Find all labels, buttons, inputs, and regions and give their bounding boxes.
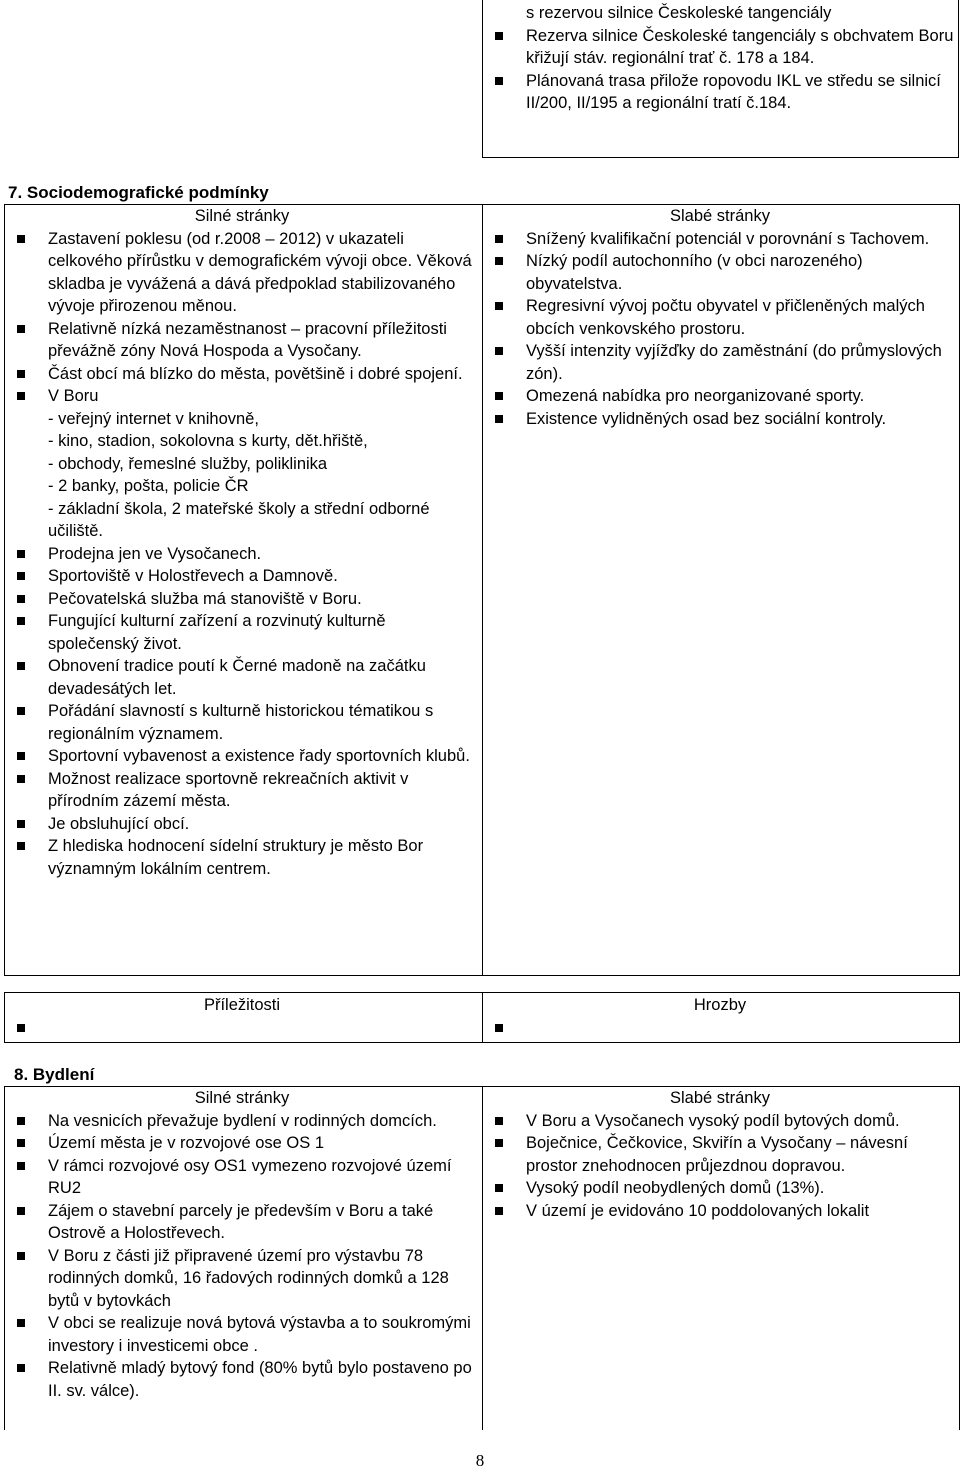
section-7-weaknesses-list [486,228,954,431]
list-item: Z hlediska hodnocení sídelní struktury je město Bor významným lokálním centrem. [8,835,476,880]
list-item: Omezená nabídka pro neorganizované sporty. [486,385,954,408]
list-item: Vysoký podíl neobydlených domů (13%). [486,1177,954,1200]
list-item: Plánovaná trasa přiložе ropovodu IKL ve středu se silnicí II/200, II/195 a regionální tratí č.184. [486,70,956,115]
list-item: V rámci rozvojové osy OS1 vymezeno rozvojové území RU2 [8,1155,476,1200]
list-item: Zastavení poklesu (od r.2008 – 2012) v ukazateli celkového přírůstku v demografickém vývoji obce. Věková skladba je vyvážená a dává předpoklad stabilizovaného vývoje přirozenou měnou. [8,228,476,318]
section-8-column-divider [482,1086,483,1430]
list-item: Existence vylidněných osad bez sociální kontroly. [486,408,954,431]
list-item: Možnost realizace sportovně rekreačních aktivit v přírodním zázemí města. [8,768,476,813]
section-8-weaknesses-header: Slabé stránky [670,1089,770,1107]
section-7-strengths-list [8,228,476,881]
section-8-strengths-header: Silné stránky [194,1089,290,1107]
list-item: Vyšší intenzity vyjížďky do zaměstnání (do průmyslových zón). [486,340,954,385]
section-7-strengths-header: Silné stránky [194,207,290,225]
section-8-title: 8. Bydlení [14,1065,95,1084]
top-lead-text: s rezervou silnice Českoleské tangenciály [526,4,832,22]
list-item [8,1017,476,1039]
list-item: V území je evidováno 10 poddolovaných lokalit [486,1200,954,1223]
top-continuation-cell [486,2,956,115]
list-item: V Boru a Vysočanech vysoký podíl bytových domů. [486,1110,954,1133]
section-8-weaknesses-list [486,1110,954,1223]
section-8-strengths [8,1087,476,1402]
section-7-threats-header: Hrozby [693,996,747,1014]
section-7-strengths [8,205,476,880]
list-item: Fungující kulturní zařízení a rozvinutý kulturně společenský život. [8,610,476,655]
section-8-weaknesses [486,1087,954,1222]
section-7-weaknesses-header: Slabé stránky [670,207,770,225]
section-7-weaknesses [486,205,954,430]
list-item: Zájem o stavební parcely je především v Boru a také Ostrově a Holostřevech. [8,1200,476,1245]
list-item: Obnovení tradice poutí k Černé madoně na začátku devadesátých let. [8,655,476,700]
list-item: V Boru - veřejný internet v knihovně, - kino, stadion, sokolovna s kurty, dět.hřiště, - obchody, řemeslné služby, poliklinika - 2 banky, pošta, policie ČR - základní škola, 2 mateřské školy a střední odborné učiliště. [8,385,476,543]
list-item: Sportoviště v Holostřevech a Damnově. [8,565,476,588]
section-7-title: 7. Sociodemografické podmínky [8,183,269,202]
section-7-opportunities-list [8,1017,476,1039]
list-item: Území města je v rozvojové ose OS 1 [8,1132,476,1155]
list-item: Na vesnicích převažuje bydlení v rodinných domcích. [8,1110,476,1133]
list-item: Relativně mladý bytový fond (80% bytů bylo postaveno po II. sv. válce). [8,1357,476,1402]
list-item: Nízký podíl autochonního (v obci narozeného) obyvatelstva. [486,250,954,295]
list-item: Pořádání slavností s kulturně historickou tématikou s regionálním významem. [8,700,476,745]
section-7-column-divider [482,204,483,976]
top-list [486,25,956,115]
list-item: Boječnice, Čečkovice, Skviřín a Vysočany – návesní prostor znehodnocen průjezdnou dopravou. [486,1132,954,1177]
list-item: Část obcí má blízko do města, povětšině i dobré spojení. [8,363,476,386]
list-item: Rezerva silnice Českoleské tangenciály s obchvatem Boru křižují stáv. regionální trať č. 178 a 184. [486,25,956,70]
page-number: 8 [475,1451,485,1470]
list-item: Regresivní vývoj počtu obyvatel v přičleněných malých obcích venkovského prostoru. [486,295,954,340]
list-item: Pečovatelská služba má stanoviště v Boru. [8,588,476,611]
section-7-threats-list [486,1017,954,1039]
list-item: Prodejna jen ve Vysočanech. [8,543,476,566]
list-item: V Boru z části již připravené území pro výstavbu 78 rodinných domků, 16 řadových rodinných domků a 128 bytů v bytovkách [8,1245,476,1313]
section-7-opportunities [8,994,476,1039]
list-item: V obci se realizuje nová bytová výstavba a to soukromými investory i investicemi obce . [8,1312,476,1357]
list-item: Je obsluhující obcí. [8,813,476,836]
section-7-opportunities-header: Příležitosti [203,996,281,1014]
section-7-ot-column-divider [482,992,483,1043]
section-7-threats [486,994,954,1039]
list-item: Relativně nízká nezaměstnanost – pracovní příležitosti převážně zóny Nová Hospoda a Vysočany. [8,318,476,363]
list-item [486,1017,954,1039]
list-item: Snížený kvalifikační potenciál v porovnání s Tachovem. [486,228,954,251]
section-8-strengths-list [8,1110,476,1403]
list-item: Sportovní vybavenost a existence řady sportovních klubů. [8,745,476,768]
